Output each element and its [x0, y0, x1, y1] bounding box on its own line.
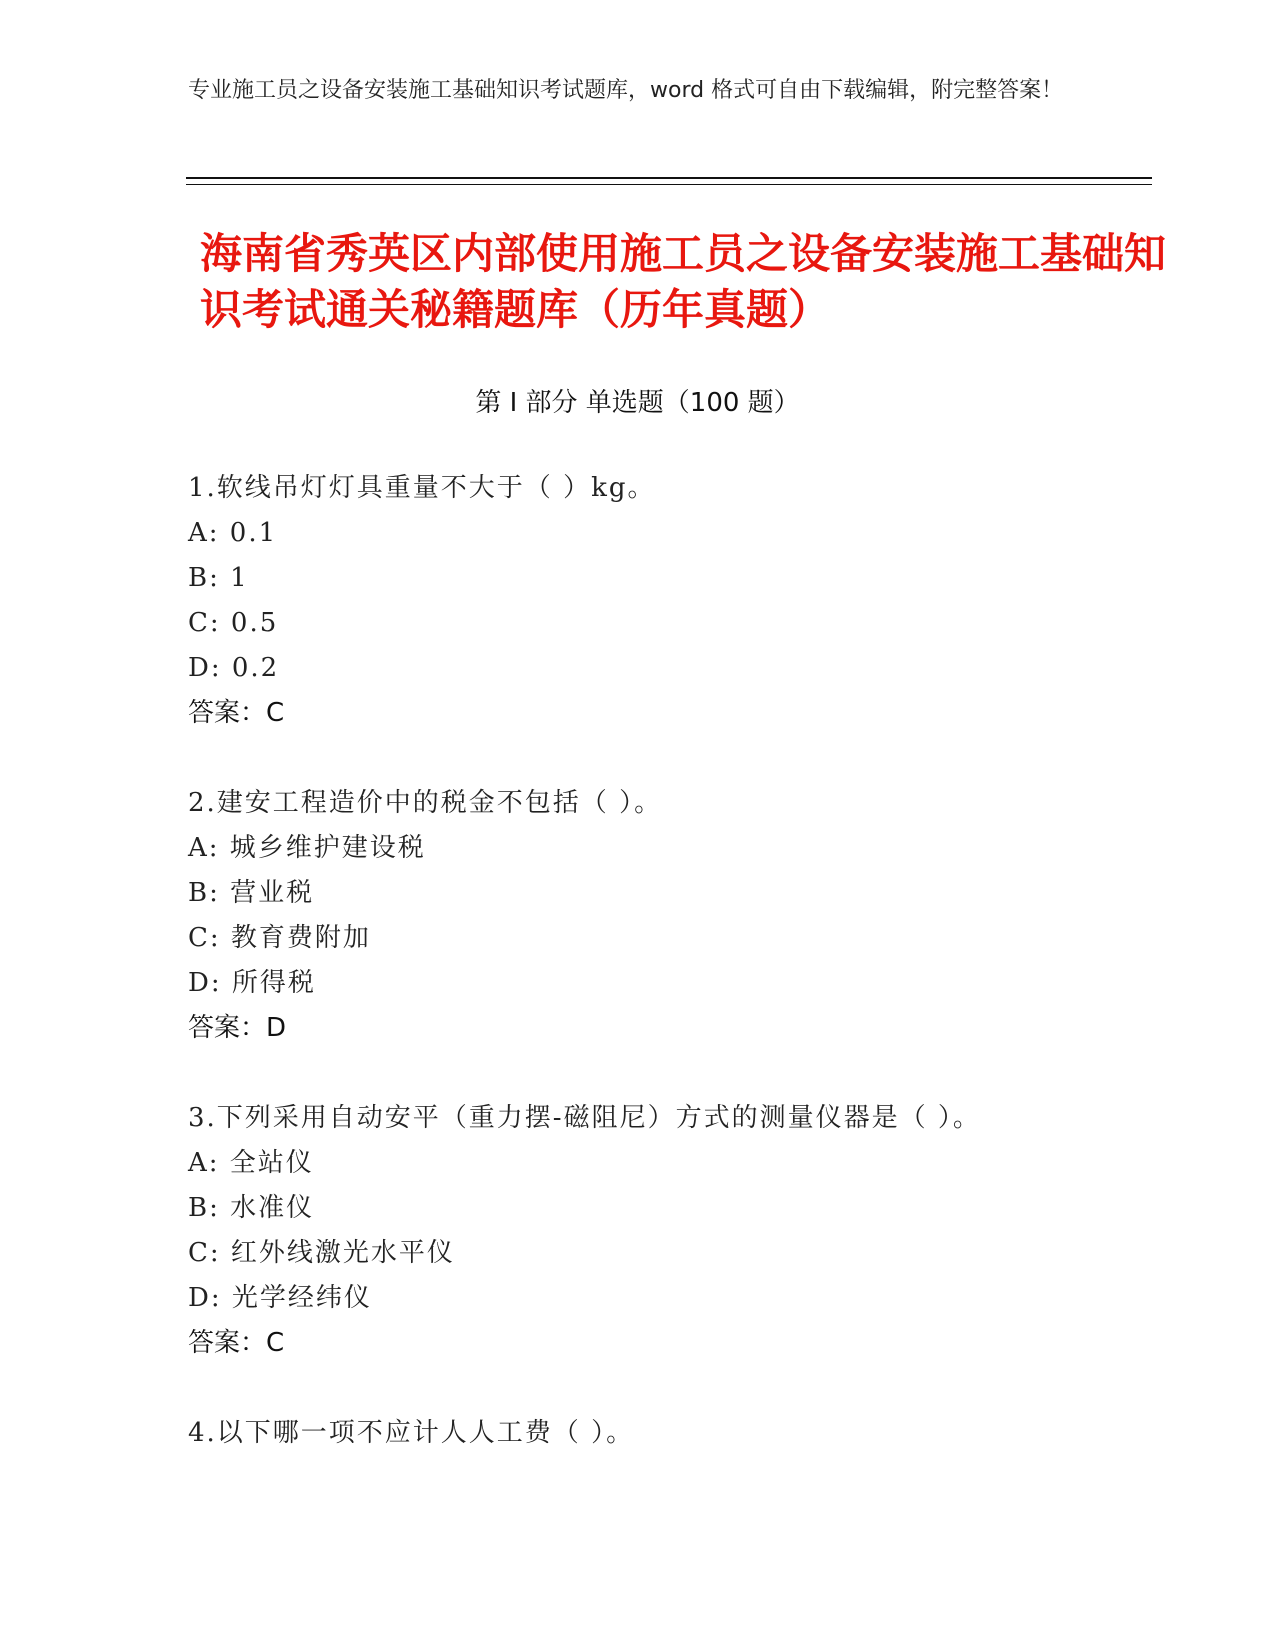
option-c: C: 教育费附加 [188, 923, 371, 953]
question-3 [188, 1096, 1188, 1366]
option-a: A: 0.1 [188, 518, 278, 548]
question-4 [188, 1411, 1188, 1456]
option-d: D: 所得税 [188, 968, 316, 998]
option-c: C: 红外线激光水平仪 [188, 1238, 455, 1268]
option-d: D: 0.2 [188, 653, 280, 683]
answer: 答案：C [188, 1328, 285, 1358]
option-a: A: 全站仪 [188, 1148, 314, 1178]
header-rule-thick [186, 177, 1152, 179]
question-2 [188, 781, 1188, 1051]
question-stem: 3.下列采用自动安平（重力摆-磁阻尼）方式的测量仪器是（ ）。 [188, 1103, 981, 1133]
option-d: D: 光学经纬仪 [188, 1283, 372, 1313]
section-heading: 第 I 部分 单选题（100 题） [475, 388, 800, 418]
question-1 [188, 466, 1188, 736]
option-a: A: 城乡维护建设税 [188, 833, 426, 863]
header-note: 专业施工员之设备安装施工基础知识考试题库，word 格式可自由下载编辑，附完整答案！ [188, 78, 1064, 103]
question-stem: 1.软线吊灯灯具重量不大于（ ）kg。 [188, 473, 656, 503]
option-b: B: 营业税 [188, 878, 315, 908]
option-b: B: 水准仪 [188, 1193, 315, 1223]
document-title: 海南省秀英区内部使用施工员之设备安装施工基础知识考试通关秘籍题库（历年真题） [200, 229, 1167, 334]
question-stem: 2.建安工程造价中的税金不包括（ ）。 [188, 788, 663, 818]
answer: 答案：C [188, 698, 285, 728]
header-rule-thin [186, 184, 1152, 185]
question-stem: 4.以下哪一项不应计人人工费（ ）。 [188, 1418, 635, 1448]
answer: 答案：D [188, 1013, 287, 1043]
option-c: C: 0.5 [188, 608, 279, 638]
option-b: B: 1 [188, 563, 249, 593]
